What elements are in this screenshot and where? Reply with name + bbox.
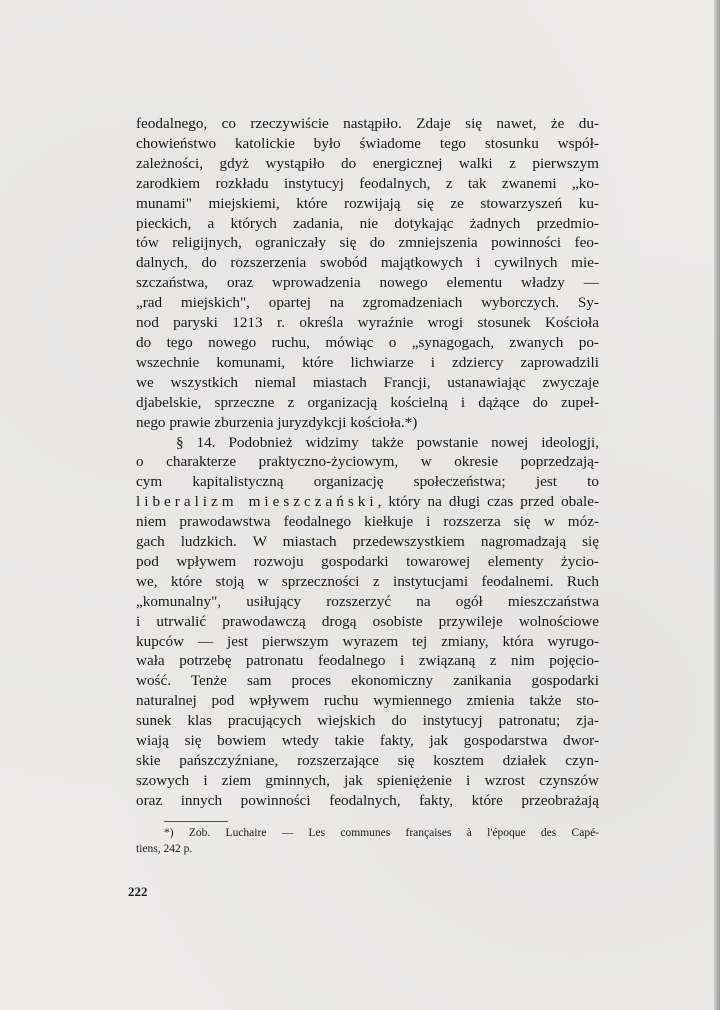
text-line-rest: , który na długi czas przed obale- — [377, 493, 599, 511]
text-line: feodalnego, co rzeczywiście nastąpiło. Zdaje się nawet, że du- — [136, 115, 599, 132]
text-line: tów religijnych, ograniczały się do zmniejszenia powinności feo- — [136, 234, 599, 252]
footnote-line: tiens, 242 p. — [136, 842, 193, 855]
text-line: oraz innych powinności feodalnych, fakty, które przeobrażają — [136, 791, 599, 809]
text-line: pod wpływem rozwoju gospodarki towarowej elementy życio- — [136, 552, 599, 570]
footnote — [136, 826, 599, 857]
text-line: we wszystkich niemal miastach Francji, ustanawiając zwyczaje — [136, 373, 599, 391]
text-line: chowieństwo katolickie było świadome tego stosunku współ- — [136, 134, 599, 152]
text-line: niem prawodawstwa feodalnego kiełkuje i rozszerza się w móz- — [136, 513, 599, 531]
text-line: wość. Tenże sam proces ekonomiczny zanikania gospodarki — [136, 672, 599, 690]
text-line: nod paryski 1213 r. określa wyraźnie wrogi stosunek Kościoła — [136, 314, 599, 332]
text-line: szczaństwa, oraz wprowadzenia nowego elementu władzy — — [136, 274, 599, 292]
footnote-divider — [164, 821, 228, 822]
text-line: „rad miejskich", opartej na zgromadzeniach wyborczych. Sy- — [136, 294, 599, 312]
text-line: wiają się bowiem wtedy takie fakty, jak gospodarstwa dwor- — [136, 732, 599, 750]
text-line — [136, 492, 599, 512]
page-edge — [714, 0, 720, 1010]
text-line: naturalnej pod wpływem ruchu wymiennego zmienia także sto- — [136, 692, 599, 710]
text-line: pieckich, a których zadania, nie dotykając żadnych przedmio- — [136, 214, 599, 232]
text-line: zarodkiem rozkładu instytucyj feodalnych, z tak zwanemi „ko- — [136, 174, 599, 192]
text-line: cym kapitalistyczną organizację społeczeństwa; jest to — [136, 473, 599, 491]
text-line: sunek klas pracujących wiejskich do instytucyj patronatu; zja- — [136, 712, 599, 730]
spaced-term: liberalizm mieszczański — [136, 493, 378, 511]
text-line: kupców — jest pierwszym wyrazem tej zmiany, która wyrugo- — [136, 632, 599, 650]
paragraph-heading-line: § 14. Podobnież widzimy także powstanie nowej ideologji, — [176, 433, 599, 451]
footnote-line: *) Zob. Luchaire — Les communes françaises à l'époque des Capé- — [164, 827, 599, 839]
text-line: „komunalny", usiłujący rozszerzyć na ogół mieszczaństwa — [136, 592, 599, 610]
text-line: dalnych, do rozszerzenia swobód majątkowych i cywilnych mie- — [136, 254, 599, 272]
text-line: szowych i ziem gminnych, jak spieniężenie i wzrost czynszów — [136, 771, 599, 789]
text-line: we, które stoją w sprzeczności z instytucjami feodalnemi. Ruch — [136, 572, 599, 590]
page-number: 222 — [128, 884, 148, 899]
text-line: munami" miejskiemi, które rozwijają się ze stowarzyszeń ku- — [136, 194, 599, 212]
body-text — [136, 114, 599, 811]
text-line: skie pańszczyźniane, rozszerzające się kosztem działek czyn- — [136, 752, 599, 769]
text-line: do tego nowego ruchu, mówiąc o „synagogach, zwanych po- — [136, 333, 599, 351]
text-line: zależności, gdyż wystąpiło do energicznej walki z pierwszym — [136, 154, 599, 172]
text-line: i utrwalić prawodawczą drogą osobiste przywileje wolnościowe — [136, 612, 599, 630]
text-line: nego prawie zburzenia juryzdykcji kościoła.*) — [136, 413, 418, 431]
text-line: wała potrzebę patronatu feodalnego i związaną z nim pojęcio- — [136, 652, 599, 670]
text-line: o charakterze praktyczno-życiowym, w okresie poprzedzają- — [136, 453, 599, 471]
text-line: djabelskie, sprzeczne z organizacją kościelną i dążące do zupeł- — [136, 393, 599, 411]
text-line: gach ludzkich. W miastach przedewszystkiem nagromadzają się — [136, 533, 599, 551]
text-line: wszechnie komunami, które lichwiarze i zdziercy zaprowadzili — [136, 353, 599, 371]
